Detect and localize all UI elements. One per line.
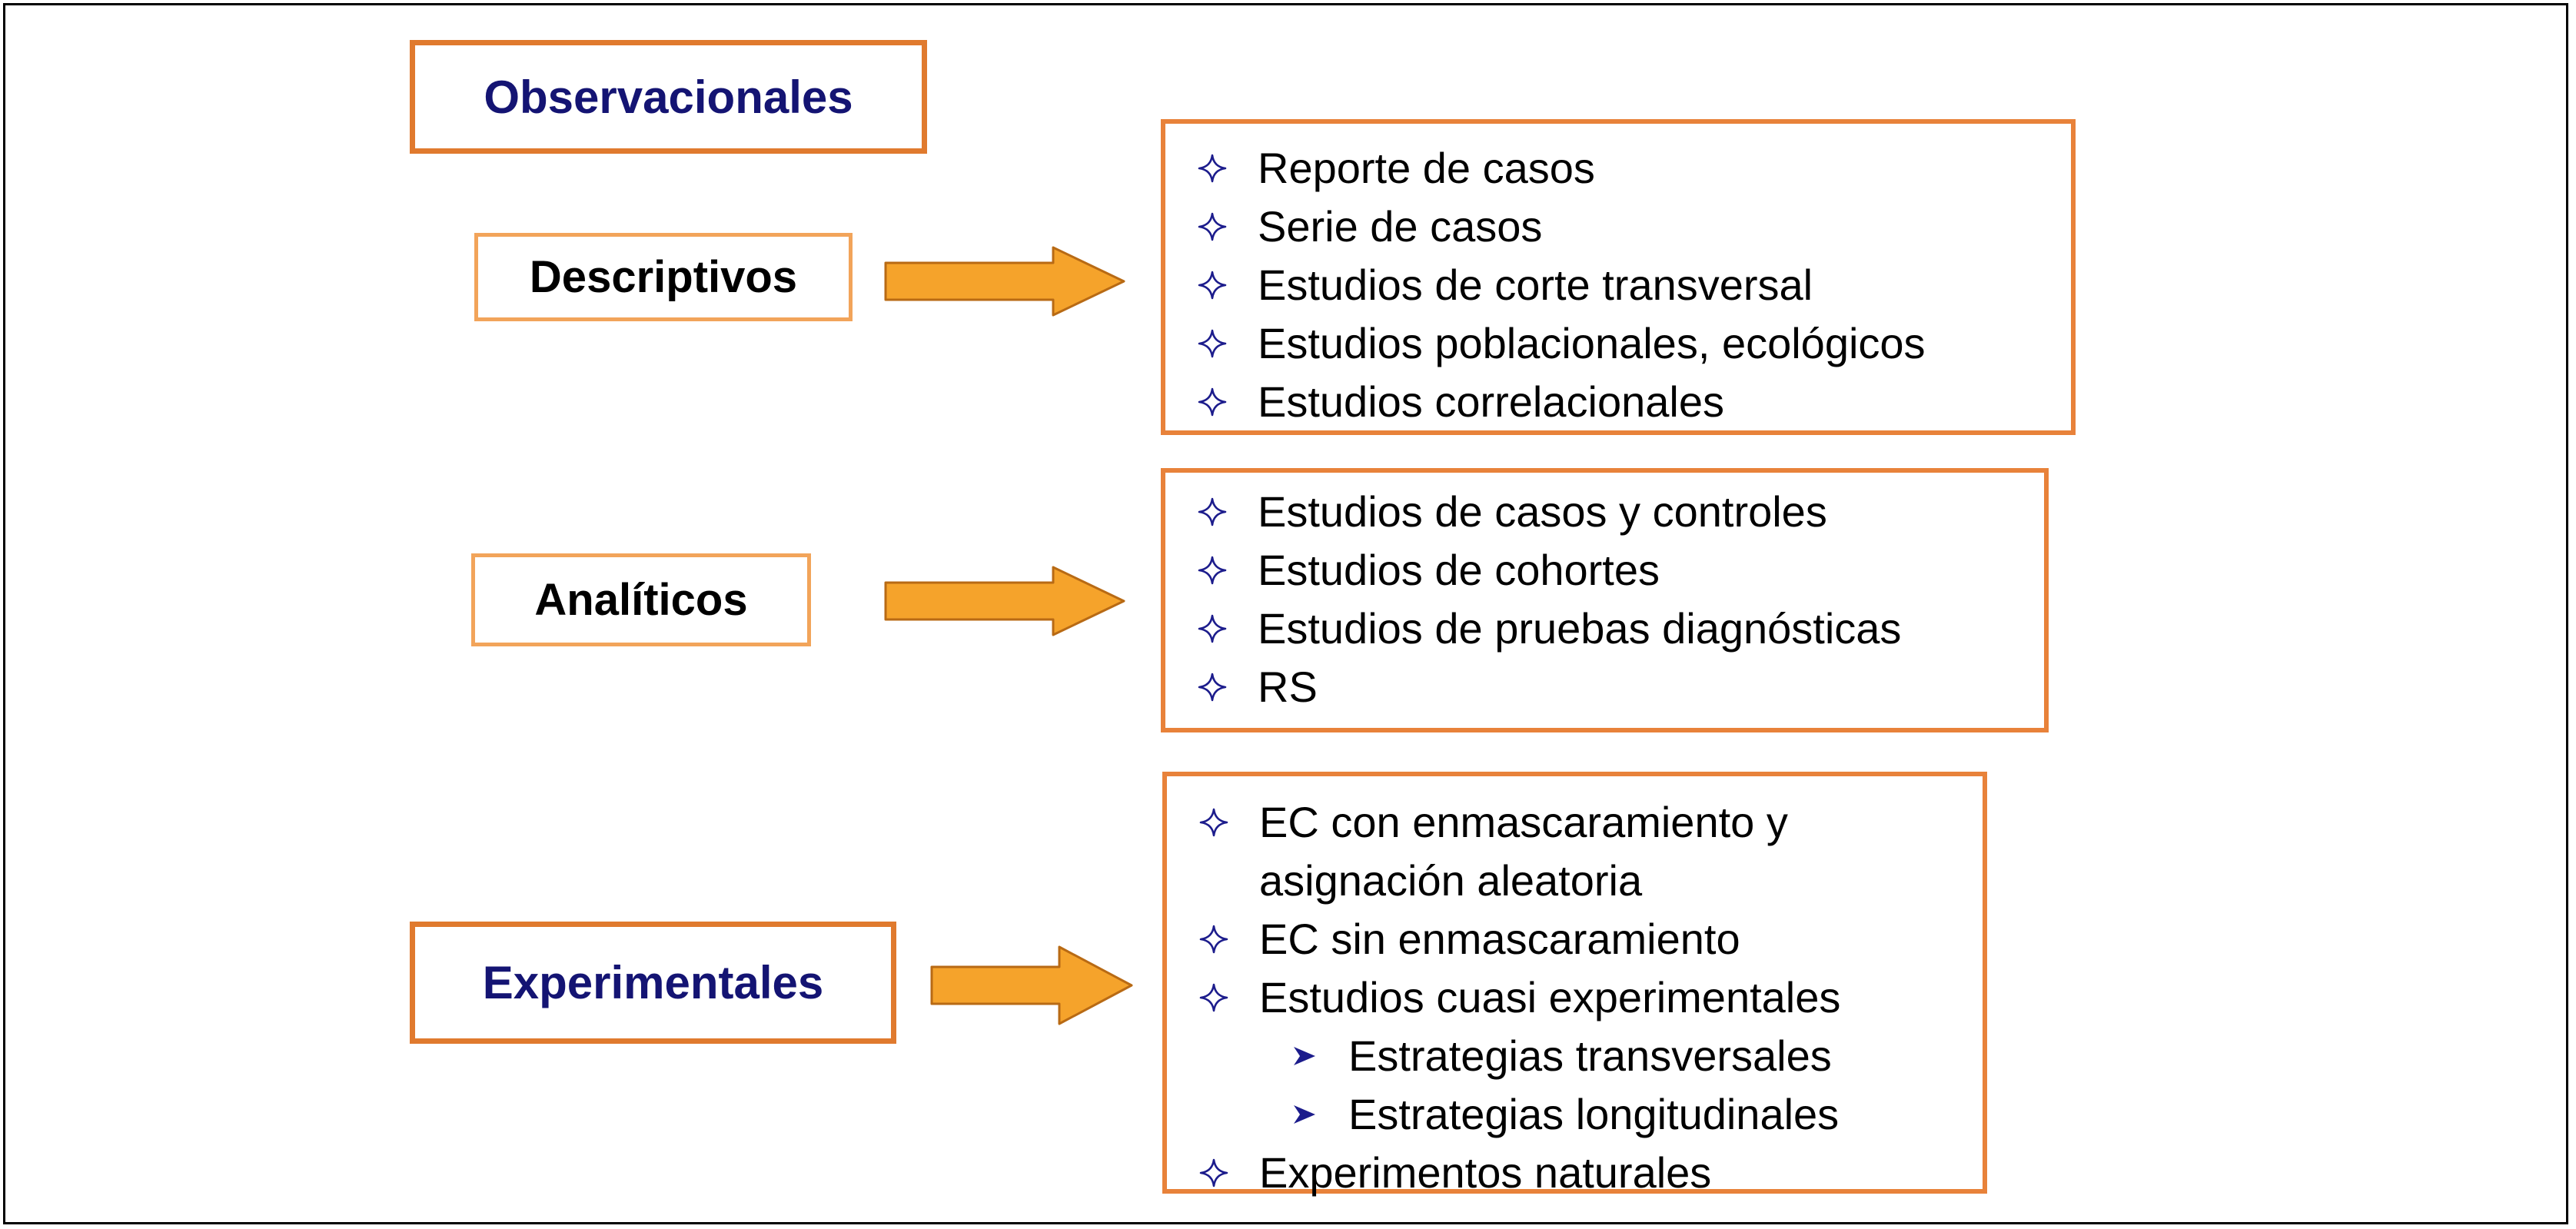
list-item <box>1167 968 1983 1027</box>
heading-observacionales-text: Observacionales <box>484 71 853 123</box>
list-item <box>1165 600 2044 658</box>
list-item <box>1167 1144 1983 1202</box>
four-point-star-outline-icon <box>1193 139 1231 198</box>
list-item <box>1165 541 2044 600</box>
list-item <box>1167 793 1983 910</box>
list-item-text: Estudios cuasi experimentales <box>1259 973 1841 1021</box>
list-item <box>1165 256 2071 314</box>
list-item-text: Estudios de casos y controles <box>1258 487 1827 536</box>
four-point-star-outline-icon <box>1193 600 1231 658</box>
four-point-star-outline-icon <box>1193 483 1231 541</box>
heading-experimentales-text: Experimentales <box>482 957 824 1008</box>
list-descriptivos <box>1161 119 2076 435</box>
heading-experimentales <box>410 922 896 1044</box>
list-item-text: Estudios de cohortes <box>1258 546 1660 594</box>
list-item-text: Estudios de corte transversal <box>1258 261 1813 309</box>
list-item <box>1167 1085 1983 1144</box>
list-item <box>1165 314 2071 373</box>
four-point-star-outline-icon <box>1193 373 1231 431</box>
four-point-star-outline-icon <box>1195 793 1233 852</box>
list-item <box>1167 1027 1983 1085</box>
four-point-star-outline-icon <box>1193 541 1231 600</box>
list-item-text: Estudios poblacionales, ecológicos <box>1258 319 1926 367</box>
four-point-star-outline-icon <box>1193 256 1231 314</box>
arrowhead-bullet-icon <box>1285 1085 1324 1144</box>
four-point-star-outline-icon <box>1193 314 1231 373</box>
four-point-star-outline-icon <box>1195 910 1233 968</box>
list-experimentales <box>1162 772 1987 1197</box>
heading-analiticos-text: Analíticos <box>534 575 748 625</box>
four-point-star-outline-icon <box>1193 658 1231 716</box>
list-item-text: Reporte de casos <box>1258 144 1595 192</box>
list-item <box>1165 373 2071 431</box>
list-item <box>1165 658 2044 716</box>
list-item <box>1165 198 2071 256</box>
list-item-text: Experimentos naturales <box>1259 1148 1712 1197</box>
list-item <box>1165 483 2044 541</box>
arrow-descriptivos <box>882 244 1128 318</box>
list-item-text: Estrategias longitudinales <box>1348 1090 1840 1138</box>
arrowhead-bullet-icon <box>1285 1027 1324 1085</box>
heading-descriptivos <box>474 233 853 321</box>
arrow-analiticos <box>882 564 1128 638</box>
heading-observacionales <box>410 40 927 154</box>
list-item-text: Estudios de pruebas diagnósticas <box>1258 604 1902 653</box>
list-item-text: RS <box>1258 663 1318 711</box>
four-point-star-outline-icon <box>1195 1144 1233 1202</box>
list-item-text: Serie de casos <box>1258 202 1543 251</box>
list-analiticos <box>1161 468 2049 732</box>
list-item-text: Estrategias transversales <box>1348 1031 1832 1080</box>
list-item <box>1167 910 1983 968</box>
heading-descriptivos-text: Descriptivos <box>529 252 798 302</box>
list-item-text: EC con enmascaramiento y asignación aleatoria <box>1259 798 1788 905</box>
four-point-star-outline-icon <box>1193 198 1231 256</box>
list-item-text: EC sin enmascaramiento <box>1259 915 1740 963</box>
list-item <box>1165 139 2071 198</box>
heading-analiticos <box>471 553 811 646</box>
four-point-star-outline-icon <box>1195 968 1233 1027</box>
arrow-experimentales <box>929 944 1136 1027</box>
list-item-text: Estudios correlacionales <box>1258 377 1724 426</box>
